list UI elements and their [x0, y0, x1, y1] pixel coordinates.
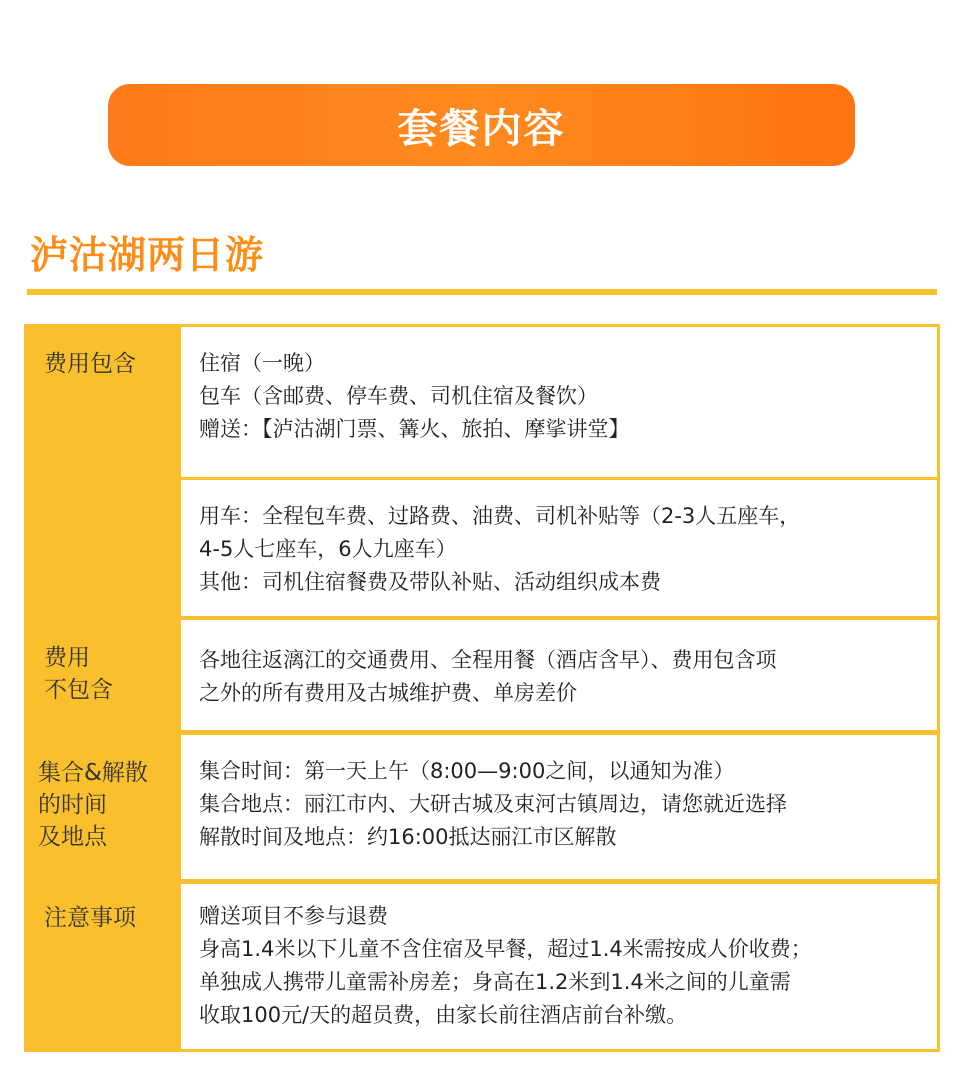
notes-block: [181, 884, 937, 1049]
meeting-block: [181, 735, 937, 879]
label-excluded-text: 费用 不包含: [44, 645, 113, 703]
row-excluded: [24, 618, 940, 732]
meeting-line: 解散时间及地点：约16:00抵达丽江市区解散: [199, 825, 617, 849]
included-block-1: [181, 327, 937, 477]
label-included: [24, 324, 178, 618]
label-meeting: [24, 733, 178, 881]
notes-line: 收取100元/天的超员费，由家长前往酒店前台补缴。: [199, 1003, 688, 1027]
notes-line: 赠送项目不参与退费: [199, 904, 388, 928]
label-included-text: 费用包含: [44, 351, 136, 377]
row-notes: [24, 882, 940, 1052]
row-included: [24, 324, 940, 618]
package-table: [24, 324, 940, 1052]
meeting-line: 集合时间：第一天上午（8:00—9:00之间，以通知为准）: [199, 759, 735, 783]
label-excluded: [24, 618, 178, 732]
label-notes-text: 注意事项: [44, 905, 136, 931]
package-banner: [108, 84, 855, 166]
notes-line: 单独成人携带儿童需补房差；身高在1.2米到1.4米之间的儿童需: [199, 970, 791, 994]
label-notes: [24, 882, 178, 1052]
label-meeting-text: 集合&解散 的时间 及地点: [38, 760, 148, 850]
included-line: 其他：司机住宿餐费及带队补贴、活动组织成本费: [199, 570, 661, 594]
included-line: 赠送：【泸沽湖门票、篝火、旅拍、摩挲讲堂】: [199, 417, 630, 441]
row-meeting: [24, 733, 940, 881]
excluded-block: [181, 620, 937, 730]
included-line: 包车（含邮费、停车费、司机住宿及餐饮）: [199, 384, 598, 408]
banner-title: 套餐内容: [397, 105, 566, 152]
included-block-2: [181, 480, 937, 616]
title-divider: [27, 289, 937, 295]
included-line: 4-5人七座车，6人九座车）: [199, 537, 457, 561]
included-line: 住宿（一晚）: [199, 351, 325, 375]
meeting-line: 集合地点：丽江市内、大研古城及束河古镇周边，请您就近选择: [199, 792, 787, 816]
excluded-line: 之外的所有费用及古城维护费、单房差价: [199, 681, 577, 705]
notes-line: 身高1.4米以下儿童不含住宿及早餐，超过1.4米需按成人价收费；: [199, 937, 812, 961]
included-line: 用车：全程包车费、过路费、油费、司机补贴等（2-3人五座车，: [199, 504, 801, 528]
excluded-line: 各地往返漓江的交通费用、全程用餐（酒店含早）、费用包含项: [199, 648, 777, 672]
section-title: 泸沽湖两日游: [30, 233, 265, 277]
